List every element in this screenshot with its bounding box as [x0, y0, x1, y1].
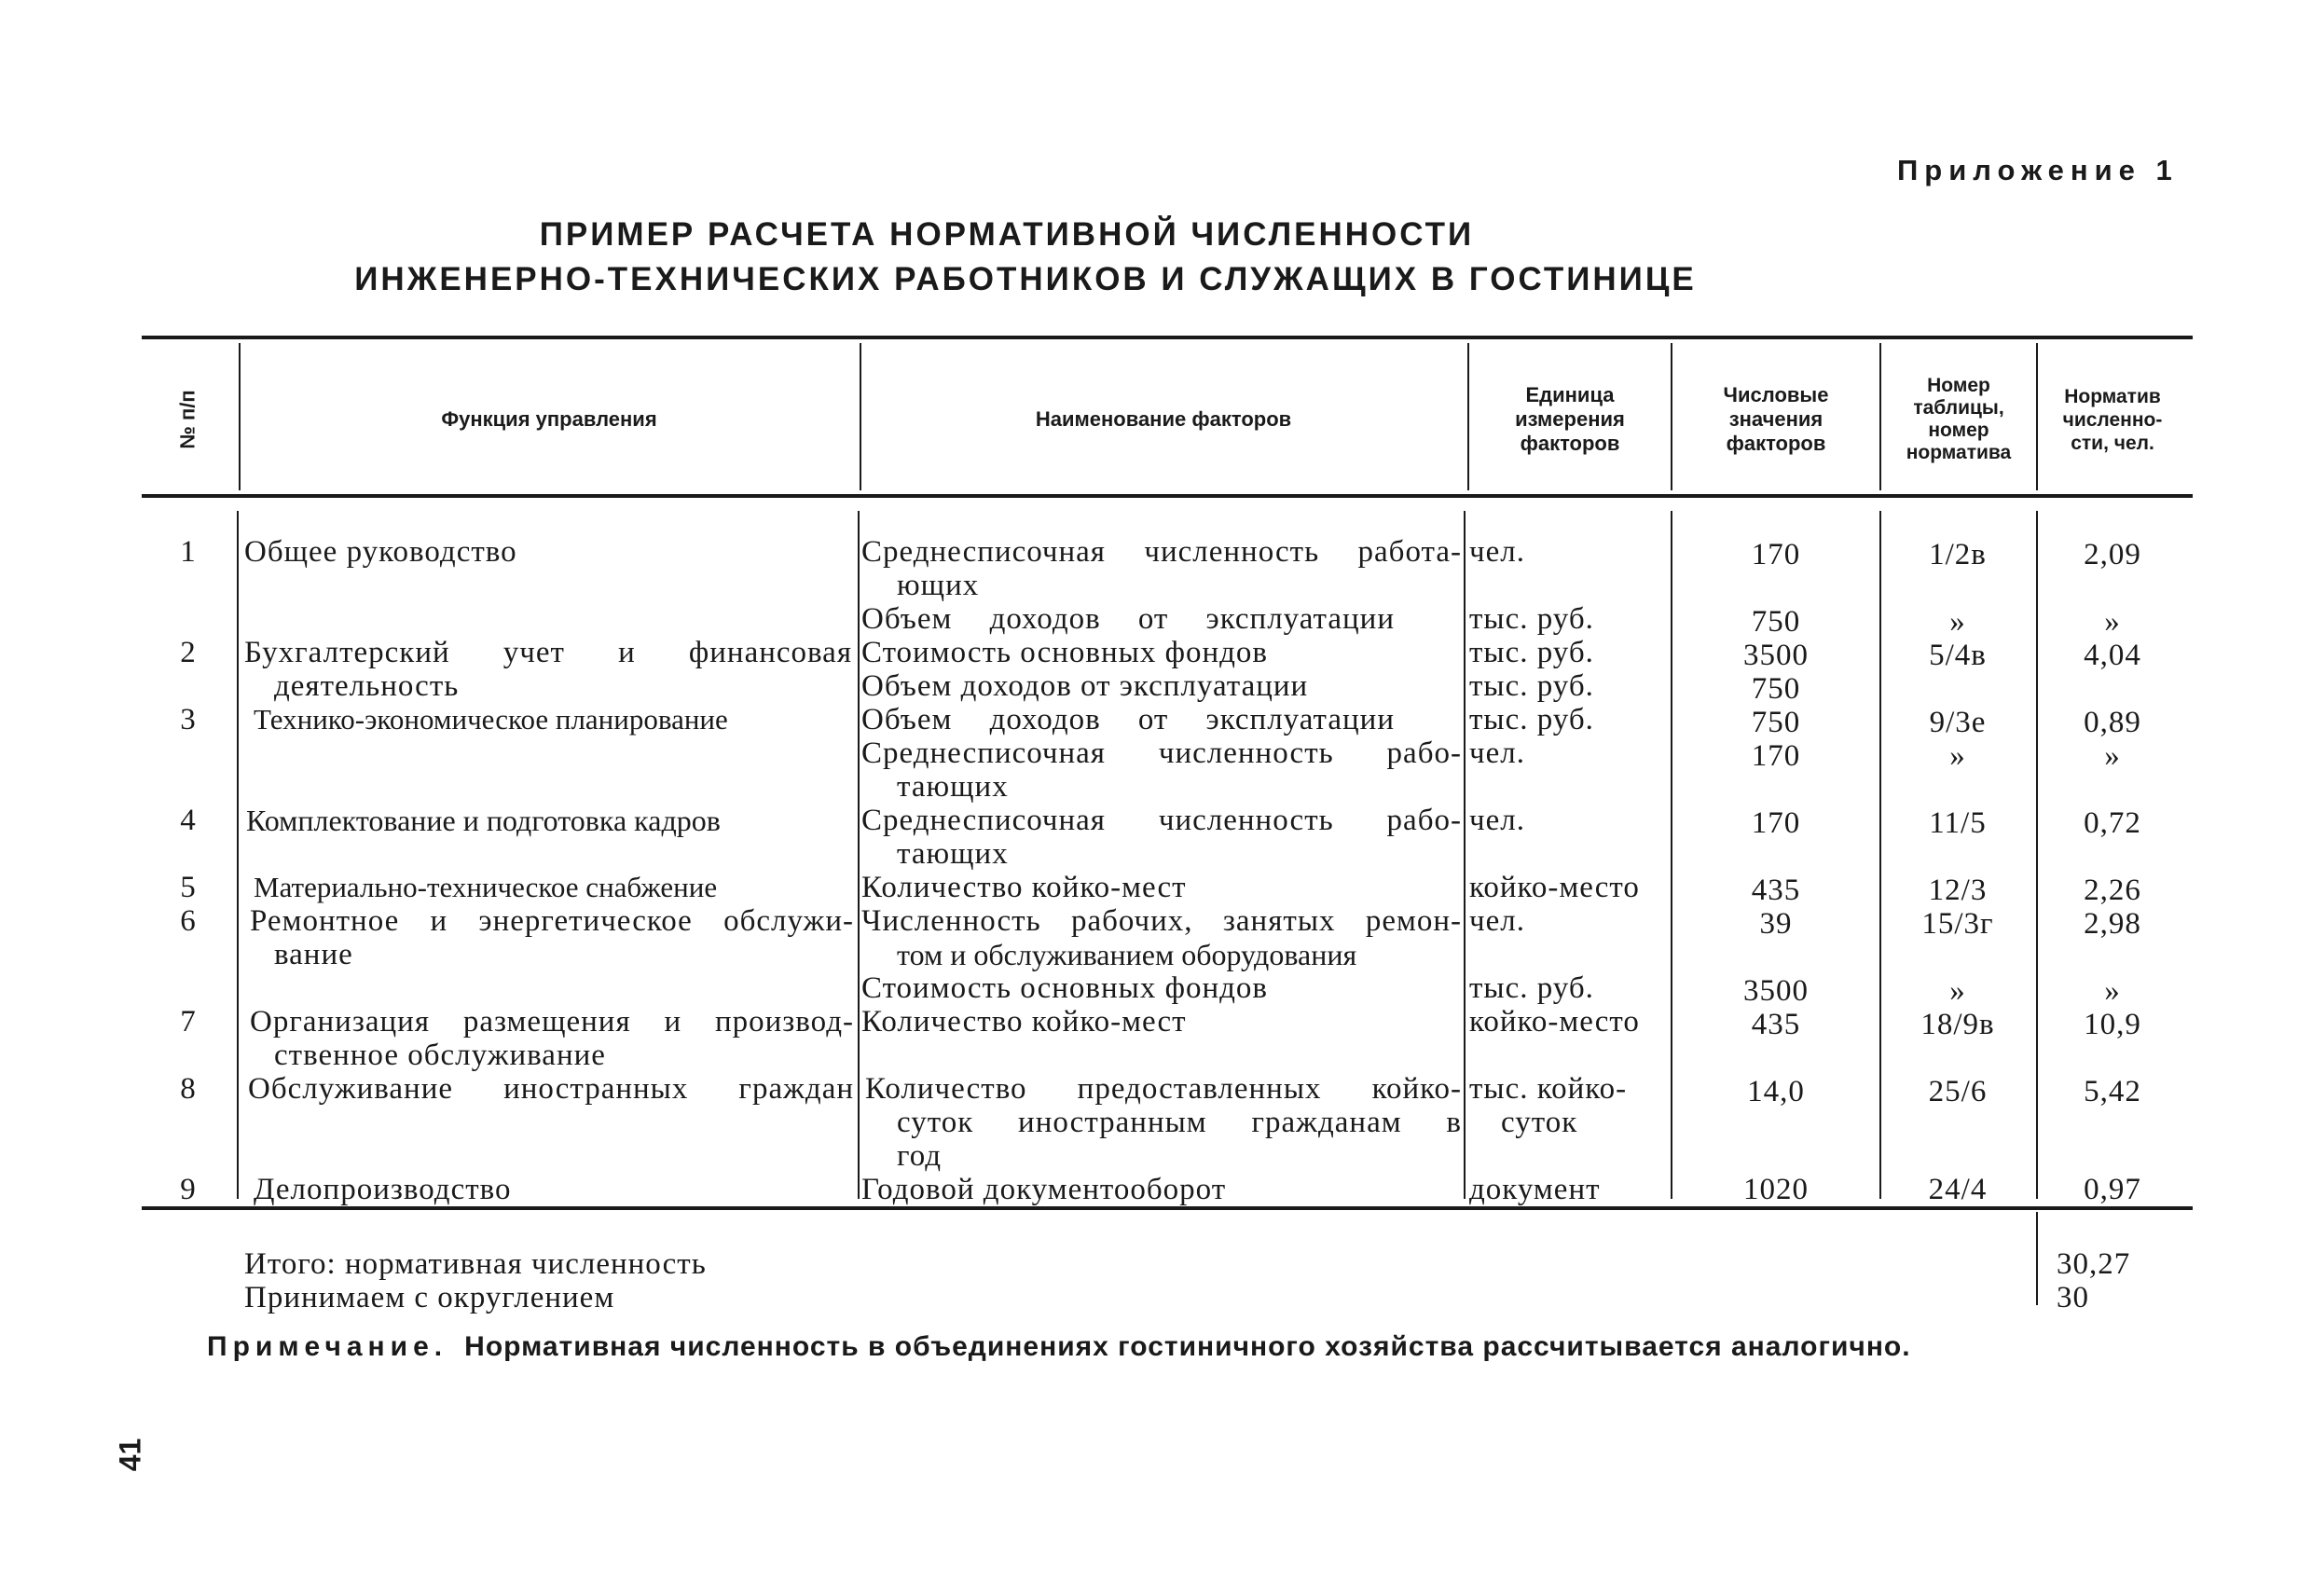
row-norm: 2,09: [2084, 538, 2141, 571]
row-value: 435: [1751, 874, 1801, 907]
row-unit: документ: [1469, 1173, 1601, 1206]
row-unit: тыс. руб.: [1469, 971, 1594, 1005]
header-unit: Единица измерения факторов: [1515, 383, 1625, 455]
row-value: 170: [1751, 739, 1801, 773]
row-table: 24/4: [1928, 1173, 1988, 1206]
title-line-2: ИНЖЕНЕРНО-ТЕХНИЧЕСКИХ РАБОТНИКОВ И СЛУЖАЩИХ В ГОСТИНИЦЕ: [354, 261, 1697, 297]
row-table: 1/2в: [1929, 538, 1987, 571]
page-number: 41: [113, 1438, 147, 1471]
row-norm: »: [2104, 605, 2121, 639]
row-function: Бухгалтерский учет и финансовая: [244, 636, 852, 669]
row-factor: Среднесписочная численность рабо-: [861, 804, 1462, 837]
row-factor-cont: том и обслуживанием оборудования: [897, 938, 1357, 971]
row-num: 9: [180, 1173, 197, 1206]
row-num: 8: [180, 1072, 197, 1106]
row-factor: Стоимость основных фондов: [861, 636, 1269, 669]
row-norm: 0,72: [2084, 806, 2141, 840]
row-num: 4: [180, 804, 197, 837]
row-value: 39: [1759, 907, 1793, 941]
row-function: Организация размещения и производ-: [250, 1005, 854, 1039]
row-factor: Стоимость основных фондов: [861, 971, 1269, 1005]
row-function: Делопроизводство: [254, 1173, 512, 1206]
row-norm: 0,89: [2084, 706, 2141, 739]
header-value: Числовые значения факторов: [1723, 383, 1829, 455]
row-factor: Среднесписочная численность работа-: [861, 535, 1462, 569]
header-function: Функция управления: [441, 407, 657, 431]
row-unit: тыс. руб.: [1469, 669, 1594, 703]
row-factor-cont: тающих: [897, 770, 1009, 804]
rounded-value: 30: [2057, 1281, 2089, 1314]
row-norm: 10,9: [2084, 1008, 2141, 1041]
row-value: 750: [1751, 672, 1801, 706]
row-value: 170: [1751, 538, 1801, 571]
total-label: Итого: нормативная численность: [244, 1247, 707, 1281]
row-table: 9/3е: [1929, 706, 1987, 739]
row-function-cont: вание: [274, 938, 353, 971]
row-factor: Объем доходов от эксплуатации: [861, 602, 1395, 636]
row-unit: чел.: [1469, 535, 1525, 569]
row-value: 1020: [1743, 1173, 1809, 1206]
row-unit: койко-место: [1469, 1005, 1640, 1039]
header-table: Номер таблицы, номер норматива: [1906, 375, 2012, 463]
footnote-label: Примечание.: [207, 1331, 448, 1362]
row-function: Комплектование и подготовка кадров: [246, 804, 721, 837]
row-function: Технико-экономическое планирование: [254, 703, 728, 736]
row-unit-cont: суток: [1501, 1106, 1578, 1139]
title-line-1: ПРИМЕР РАСЧЕТА НОРМАТИВНОЙ ЧИСЛЕННОСТИ: [539, 216, 1475, 253]
row-unit: чел.: [1469, 904, 1525, 938]
footnote-text: Нормативная численность в объединениях гостиничного хозяйства рассчитывается аналогично.: [464, 1331, 1911, 1362]
row-factor-cont: ющих: [897, 569, 980, 602]
row-factor-cont: год: [897, 1139, 943, 1173]
header-factor: Наименование факторов: [1035, 407, 1292, 431]
rounded-label: Принимаем с округлением: [244, 1281, 615, 1314]
row-table: »: [1949, 605, 1966, 639]
header-bottom-rule: [142, 494, 2193, 498]
row-norm: 5,42: [2084, 1075, 2141, 1108]
row-unit: тыс. руб.: [1469, 602, 1594, 636]
body-divider: [858, 511, 860, 1199]
row-num: 2: [180, 636, 197, 669]
body-divider: [1464, 511, 1466, 1199]
row-value: 14,0: [1747, 1075, 1805, 1108]
row-factor: Количество койко-мест: [861, 1005, 1187, 1039]
row-unit: тыс. руб.: [1469, 636, 1594, 669]
row-num: 6: [180, 904, 197, 938]
header-num-cell: [142, 354, 235, 485]
row-unit: чел.: [1469, 804, 1525, 837]
row-value: 170: [1751, 806, 1801, 840]
row-unit: чел.: [1469, 736, 1525, 770]
row-table: 11/5: [1929, 806, 1987, 840]
row-factor: Годовой документооборот: [861, 1173, 1227, 1206]
body-divider: [237, 511, 239, 1199]
row-norm: 4,04: [2084, 639, 2141, 672]
row-factor: Количество предоставленных койко-: [865, 1072, 1462, 1106]
row-factor: Среднесписочная численность рабо-: [861, 736, 1462, 770]
row-table: 12/3: [1928, 874, 1988, 907]
row-num: 1: [180, 535, 197, 569]
row-value: 3500: [1743, 639, 1809, 672]
row-factor: Объем доходов от эксплуатации: [861, 669, 1309, 703]
row-num: 5: [180, 871, 197, 904]
row-table: 18/9в: [1920, 1008, 1995, 1041]
row-value: 3500: [1743, 974, 1809, 1008]
row-value: 750: [1751, 706, 1801, 739]
row-num: 7: [180, 1005, 197, 1039]
row-unit: тыс. руб.: [1469, 703, 1594, 736]
header-norm: Норматив численно- сти, чел.: [2062, 385, 2163, 454]
row-norm: »: [2104, 739, 2121, 773]
appendix-label: Приложение 1: [1897, 154, 2179, 186]
table-bottom-rule: [142, 1206, 2193, 1210]
row-function-cont: деятельность: [274, 669, 460, 703]
row-table: »: [1949, 739, 1966, 773]
total-value: 30,27: [2057, 1247, 2131, 1281]
row-norm: 2,26: [2084, 874, 2141, 907]
row-unit: тыс. койко-: [1469, 1072, 1628, 1106]
row-table: 15/3г: [1921, 907, 1994, 941]
row-factor-cont: тающих: [897, 837, 1009, 871]
row-function: Обслуживание иностранных граждан: [248, 1072, 854, 1106]
row-table: 5/4в: [1929, 639, 1987, 672]
table-top-rule: [142, 336, 2193, 339]
row-function: Ремонтное и энергетическое обслужи-: [250, 904, 854, 938]
row-table: »: [1949, 974, 1966, 1008]
totals-divider: [2036, 1212, 2038, 1305]
row-factor: Объем доходов от эксплуатации: [861, 703, 1395, 736]
row-factor-cont: суток иностранным гражданам в: [897, 1106, 1462, 1139]
header-num: № п/п: [175, 390, 200, 449]
row-norm: 2,98: [2084, 907, 2141, 941]
row-value: 435: [1751, 1008, 1801, 1041]
row-function: Материально-техническое снабжение: [254, 871, 718, 903]
row-unit: койко-место: [1469, 871, 1640, 904]
row-norm: 0,97: [2084, 1173, 2141, 1206]
row-function-cont: ственное обслуживание: [274, 1039, 606, 1072]
row-function: Общее руководство: [244, 535, 517, 569]
row-value: 750: [1751, 605, 1801, 639]
footnote: [207, 1331, 1911, 1363]
row-factor: Количество койко-мест: [861, 871, 1187, 904]
row-factor: Численность рабочих, занятых ремон-: [861, 904, 1462, 938]
row-norm: »: [2104, 974, 2121, 1008]
page-number-cell: [103, 1436, 158, 1473]
row-num: 3: [180, 703, 197, 736]
row-table: 25/6: [1928, 1075, 1988, 1108]
